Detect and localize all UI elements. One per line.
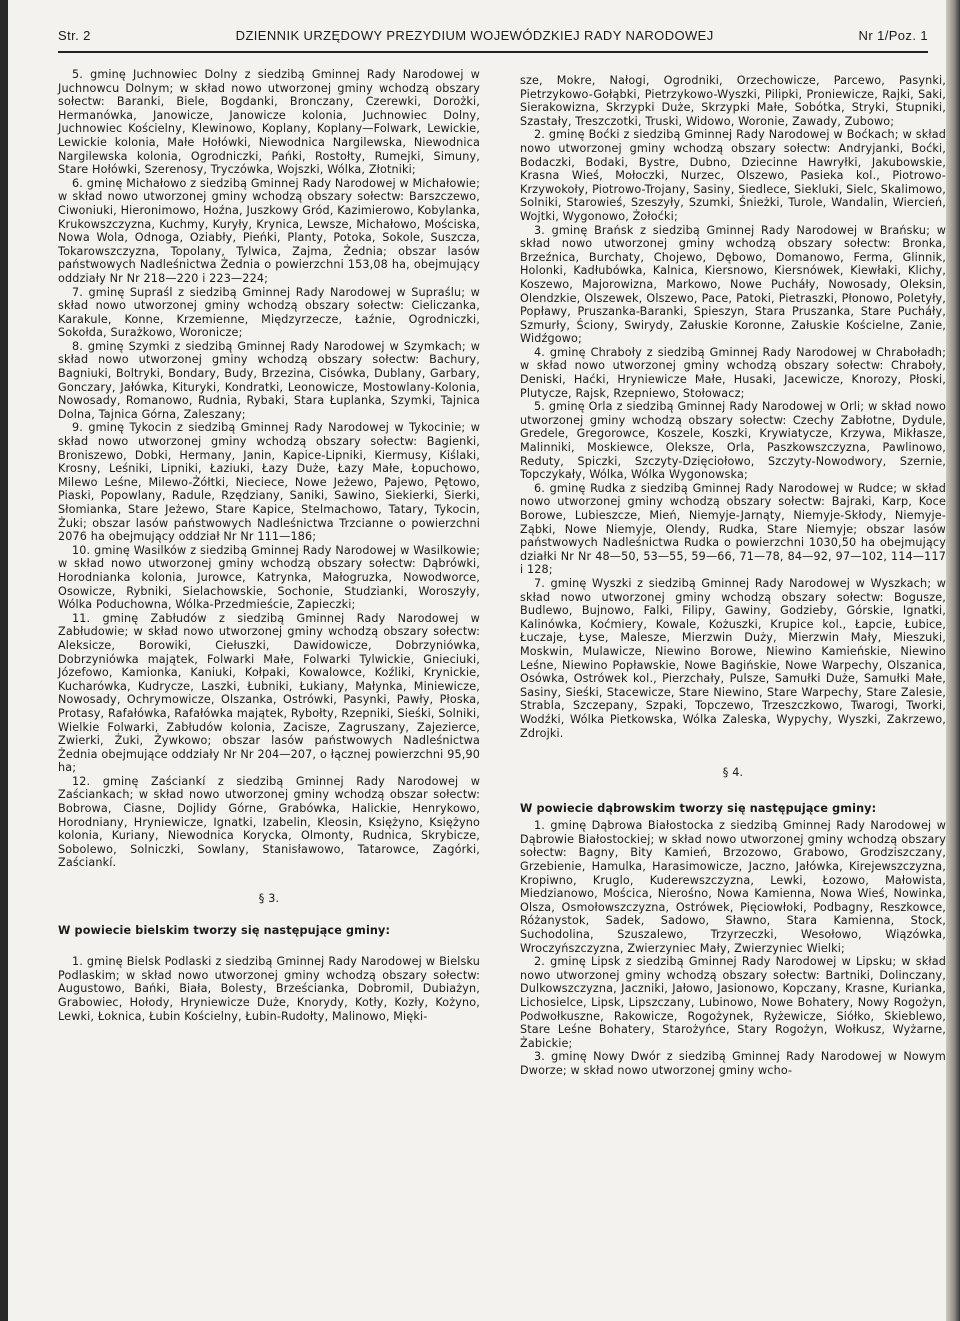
paragraph-dabrowa-2: 2. gminę Lipsk z siedzibą Gminnej Rady Narodowej w Lipsku; w skład nowo utworzonej gminy wchodzą obszary sołectw: Bartniki, Dolinczany, Dulkowszczyzna, Jaczniki, Jałowo, Jasionowo, Kopczany, Krasne, Kurianka, Lichosielce, Lipsk, Lipszczany, Lubinowo, Nowe Bohatery, Nowy Rogożyn, Podwołkuszne, Rakowicze, Rogożynek, Ryżewicze, Siółko, Skieblewo, Stare Leśne Bohatery, Starożyńce, Stary Rogożyn, Wołkusz, Wyżarne, Żabickie;: [520, 955, 946, 1050]
section-4-heading: W powiecie dąbrowskim tworzy się następujące gminy:: [520, 801, 877, 815]
paragraph-gmina-9: 9. gminę Tykocin z siedzibą Gminnej Rady Narodowej w Tykocinie; w skład nowo utworzonej gminy wchodzą obszary sołectw: Bagienki, Broniszewo, Dobki, Hermany, Janin, Kapice-Lipniki, Kiermusy, Kiślaki, Krosny, Leśniki, Lipniki, Łaziuki, Łazy Duże, Łazy Małe, Łopuchowo, Milewo Leśne, Milewo-Żółtki, Nieciece, Nowe Jeżewo, Pajewo, Pętowo, Piaski, Popowlany, Radule, Rzędziany, Saniki, Sawino, Siekierki, Sierki, Słomianka, Stare Jeżewo, Stare Kapice, Stelmachowo, Tatary, Tykocin, Żuki; obszar lasów państwowych Nadleśnictwa Trzcianne o powierzchni 2076 ha obejmujący oddział Nr Nr 111—186;: [58, 421, 480, 544]
issue-number: Nr 1/Poz. 1: [858, 28, 928, 43]
paragraph-bielsk-3: 3. gminę Brańsk z siedzibą Gminnej Rady Narodowej w Brańsku; w skład nowo utworzonej gminy wchodzą obszary sołectw: Bronka, Brzeźnica, Burchaty, Chojewo, Dębowo, Domanowo, Ferma, Glinnik, Holonki, Kadłubówka, Kalnica, Kiersnowo, Kiersnówek, Kiewłaki, Klichy, Koszewo, Majorowizna, Markowo, Nowe Pucháły, Nowosady, Oleksin, Olendzkie, Olszewek, Olszewo, Pace, Patoki, Pietraszki, Płonowo, Poletyły, Popławy, Pruszanka-Baranki, Spieszyn, Stara Pruszanka, Stare Pucháły, Szmurły, Ściony, Swirydy, Załuskie Koronne, Załuskie Kościelne, Zanie, Widźgowo;: [520, 223, 946, 346]
paragraph-bielsk-1-continued: sze, Mokre, Nałogi, Ogrodniki, Orzechowicze, Parcewo, Pasynki, Pietrzykowo-Gołąbki, Pietrzykowo-Wyszki, Pilipki, Proniewicze, Rajki, Saki, Sierakowizna, Skrzypki Duże, Skrzypki Małe, Sobótka, Stryki, Stupniki, Szastały, Treszczotki, Truski, Widowo, Woronie, Zawady, Zubowo;: [520, 74, 946, 128]
page-header: [58, 28, 928, 43]
paragraph-gmina-10: 10. gminę Wasilków z siedzibą Gminnej Rady Narodowej w Wasilkowie; w skład nowo utworzonej gminy wchodzą obszary sołectw: Dąbrówki, Horodnianka kolonia, Jurowce, Katrynka, Małogruzka, Nowodworce, Osowicze, Rybniki, Sielachowskie, Sochonie, Studzianki, Woroszyły, Wólka Poduchowna, Wólka-Przedmieście, Zapieczki;: [58, 543, 480, 612]
page-number: Str. 2: [58, 28, 91, 43]
paragraph-bielsk-7: 7. gminę Wyszki z siedzibą Gminnej Rady Narodowej w Wyszkach; w skład nowo utworzonej gminy wchodzą obszary sołectw: Bogusze, Budlewo, Bujnowo, Falki, Filipy, Gawiny, Godzieby, Górskie, Ignatki, Kalinówka, Koćmiery, Kowale, Kożuszki, Krupice kol., Łapcie, Łubice, Łuczaje, Łyse, Malesze, Mierzwin Duży, Mierzwin Mały, Mieszuki, Moskwin, Mulawicze, Niewino Borowe, Niewino Kamieńskie, Niewino Leśne, Niewino Popławskie, Nowe Bagińskie, Nowe Warpechy, Olszanica, Osówka, Ostrówek kol., Pierzchały, Pulsze, Samułki Duże, Samułki Małe, Sasiny, Sieśki, Stacewicze, Stare Niewino, Stare Warpechy, Stare Zalesie, Strabla, Szczepany, Szpaki, Topczewo, Trzeszczkowo, Twarogi, Tworki, Wodźki, Wólka Pietkowska, Wólka Zaleska, Wypychy, Wyszki, Zakrzewo, Zdrojki.: [520, 576, 946, 740]
paragraph-gmina-12: 12. gminę Zaściankí z siedzibą Gminnej Rady Narodowej w Zaściankach; w skład nowo utworzonej gminy wchodzą obszar sołectw: Bobrowa, Ciasne, Dojlidy Górne, Grabówka, Halickie, Henrykowo, Horodniany, Hryniewicze, Ignatki, Izabelin, Kleosin, Księżyno, Księżyno kolonia, Kuriany, Niewodnica Korycka, Olmonty, Rudnica, Skrybicze, Sobolewo, Solniczki, Sowlany, Stanisławowo, Tatarowce, Zagórki, Zaściankí.: [58, 774, 480, 870]
paragraph-gmina-5: 5. gminę Juchnowiec Dolny z siedzibą Gminnej Rady Narodowej w Juchnowcu Dolnym; w skład nowo utworzonej gminy wchodzą obszary sołectw: Baranki, Biele, Bogdanki, Bronczany, Czerewki, Dorożki, Hermanówka, Janowicze, Janowicze kolonia, Juchnowiec Dolny, Juchnowiec Kościelny, Klewinowo, Koplany, Koplany—Folwark, Lewickie, Lewickie kolonia, Małe Hołówki, Niewodnica Nargilewska, Niewodnica Nargilewska kolonia, Ogrodniczki, Pańki, Rostołty, Rumejki, Simuny, Stare Hołówki, Szerenosy, Tryczówka, Wojszki, Wólka, Złotniki;: [58, 68, 480, 177]
paragraph-bielsk-5: 5. gminę Orla z siedzibą Gminnej Rady Narodowej w Orli; w skład nowo utworzonej gminy wchodzą obszary sołectw: Czechy Zabłotne, Dydule, Gredele, Gregorowce, Koszele, Koszki, Krywiatycze, Krzywa, Mikłasze, Malinniki, Moskiewce, Oleksze, Orla, Paszkowszczyzna, Pawlinowo, Reduty, Spiczki, Szczyty-Dzięciołowo, Szczyty-Nowodwory, Szernie, Topczykały, Wólka, Wólka Wygonowska;: [520, 400, 946, 482]
right-column: [520, 74, 946, 1078]
paragraph-gmina-6: 6. gminę Michałowo z siedzibą Gminnej Rady Narodowej w Michałowie; w skład nowo utworzonej gminy wchodzą obszary sołectw: Barszczewo, Ciwoniuki, Hieronimowo, Hoźna, Juszkowy Gród, Kazimierowo, Kobylanka, Krukowszczyzna, Kuchmy, Kuryły, Krynica, Lewsze, Michałowo, Mościska, Nowa Wola, Odnoga, Oziabły, Pieńki, Planty, Potoka, Sokole, Suszcza, Tokarowszczyzna, Topolany, Tylwica, Zajma, Żednia; obszar lasów państwowych Nadleśnictwa Żednia o powierzchni 153,08 ha, obejmujący oddziały Nr Nr 218—220 i 223—224;: [58, 176, 480, 285]
paragraph-bielsk-2: 2. gminę Boćki z siedzibą Gminnej Rady Narodowej w Boćkach; w skład nowo utworzonej gminy wchodzą obszary sołectw: Andryjanki, Boćki, Bodaczki, Bodaki, Bystre, Dubno, Dziecinne Hawryłki, Jakubowskie, Krasna Wieś, Mołoczki, Nurzec, Olszewo, Pasieka kol., Piotrowo-Krzywokoły, Piotrowo-Trojany, Sasiny, Siedlece, Siekluki, Sielc, Skalimowo, Solniki, Starowieś, Szeszyły, Szumki, Śnieżki, Turole, Wandalin, Wiercień, Wojtki, Wygonowo, Żołoćki;: [520, 128, 946, 223]
paragraph-gmina-8: 8. gminę Szymki z siedzibą Gminnej Rady Narodowej w Szymkach; w skład nowo utworzonej gminy wchodzą obszary sołectw: Bachury, Bagniuki, Boltryki, Bondary, Budy, Brzezina, Cisówka, Dublany, Garbary, Gonczary, Jałówka, Kituryki, Kondratki, Leonowicze, Mostowlany-Kolonia, Nowosady, Romanowo, Rudnia, Rybaki, Stara Łuplanka, Szymki, Tajnica Dolna, Tajnica Górna, Zaleszany;: [58, 339, 480, 421]
paragraph-bielsk-6: 6. gminę Rudka z siedzibą Gminnej Rady Narodowej w Rudce; w skład nowo utworzonej gminy wchodzą obszary sołectw: Bajraki, Karp, Koce Borowe, Lubieszcze, Mień, Niemyje-Jarnąty, Niemyje-Skłody, Niemyje-Ząbki, Nowe Niemyje, Olendy, Rudka, Stare Niemyje; obszar lasów państwowych Nadleśnictwa Rudka o powierzchni 1030,50 ha obejmujący działki Nr Nr 48—50, 53—55, 59—66, 71—78, 84—92, 97—102, 114—117 i 128;: [520, 481, 946, 577]
section-4-marker: § 4.: [722, 766, 744, 780]
scan-edge-right: [946, 0, 960, 1321]
left-column: [58, 68, 480, 1023]
section-3-marker: § 3.: [258, 892, 280, 906]
paragraph-gmina-7: 7. gminę Supraśl z siedzibą Gminnej Rady Narodowej w Supraślu; w skład nowo utworzonej gminy wchodzą obszary sołectw: Cieliczanka, Karakule, Konne, Krzemienne, Międzyrzecze, Łaźnie, Ogrodniczki, Sokołda, Surażkowo, Woronicze;: [58, 285, 480, 340]
journal-title: DZIENNIK URZĘDOWY PREZYDIUM WOJEWÓDZKIEJ RADY NARODOWEJ: [235, 28, 714, 43]
scan-edge-left: [0, 0, 8, 1321]
section-3-heading: W powiecie bielskim tworzy się następujące gminy:: [58, 923, 391, 937]
paragraph-bielsk-1: 1. gminę Bielsk Podlaski z siedzibą Gminnej Rady Narodowej w Bielsku Podlaskim; w skład nowo utworzonej gminy wchodzą obszary sołectw: Augustowo, Bańki, Biała, Bolesty, Brześcianka, Dobromil, Dubiażyn, Grabowiec, Hołody, Hryniewicze Duże, Knorydy, Kotły, Kozły, Kożyno, Lewki, Łoknica, Łubin Kościelny, Łubin-Rudołty, Malinowo, Mięki-: [58, 955, 480, 1023]
paragraph-gmina-11: 11. gminę Zabłudów z siedzibą Gminnej Rady Narodowej w Zabłudowie; w skład nowo utworzonej gminy wchodzą obszary sołectw: Aleksicze, Borowiki, Ciełuszki, Dawidowicze, Dobrzyniówka, Dobrzyniówka majątek, Folwarki Małe, Folwarki Tylwickie, Gnieciuki, Józefowo, Kamionka, Kaniuki, Kołpaki, Kowalowce, Koźliki, Krynickie, Kucharówka, Kudrycze, Laszki, Łubniki, Łukiany, Małynka, Miniewicze, Nowosady, Ochrymowicze, Olszanka, Ostrówki, Pasynki, Pawły, Płoska, Protasy, Rafałówka, Rafałówka majątek, Rybołty, Rzepniki, Sieśki, Solniki, Wielkie Folwarki, Zabłudów kolonia, Zacisze, Zagruszany, Zajezierce, Zwierki, Żuki, Żywkowo; obszar lasów państwowych Nadleśnictwa Żednia obejmujące oddziały Nr Nr 204—207, o łącznej powierzchni 95,90 ha;: [58, 611, 480, 775]
paragraph-dabrowa-3: 3. gminę Nowy Dwór z siedzibą Gminnej Rady Narodowej w Nowym Dworze; w skład nowo utworzonej gminy wcho-: [520, 1050, 946, 1077]
paragraph-dabrowa-1: 1. gminę Dąbrowa Białostocka z siedzibą Gminnej Rady Narodowej w Dąbrowie Białostockiej; w skład nowo utworzonej gminy wchodzą obszary sołectw: Bagny, Bity Kamień, Brzozowo, Grabowo, Grodziszczany, Grzebienie, Hamulka, Harasimowicze, Jaczno, Jałówka, Kirejewszczyzna, Kropiwno, Kruglo, Kuderewszczyzna, Lewki, Łozowo, Małowista, Miedzianowo, Mościca, Nierośno, Nowa Kamienna, Nowa Wieś, Nowinka, Olsza, Osmołowszczyzna, Ostrówek, Pięciowłoki, Podbagny, Reszkowce, Różanystok, Sadek, Sadowo, Sławno, Stara Kamienna, Stock, Suchodolina, Szuszalewo, Trzyrzeczki, Wesołowo, Wiązówka, Wroczyńszczyzna, Zwierzyniec Mały, Zwierzyniec Wielki;: [520, 819, 946, 955]
paragraph-bielsk-4: 4. gminę Chraboły z siedzibą Gminnej Rady Narodowej w Chraboładh; w skład nowo utworzonej gminy wchodzą obszary sołectw: Chraboły, Deniski, Haćki, Hryniewicze Małe, Husaki, Jacewicze, Knorozy, Płoski, Plutycze, Rajsk, Rzepniewo, Stołowacz;: [520, 345, 946, 400]
header-rule: [58, 51, 928, 53]
